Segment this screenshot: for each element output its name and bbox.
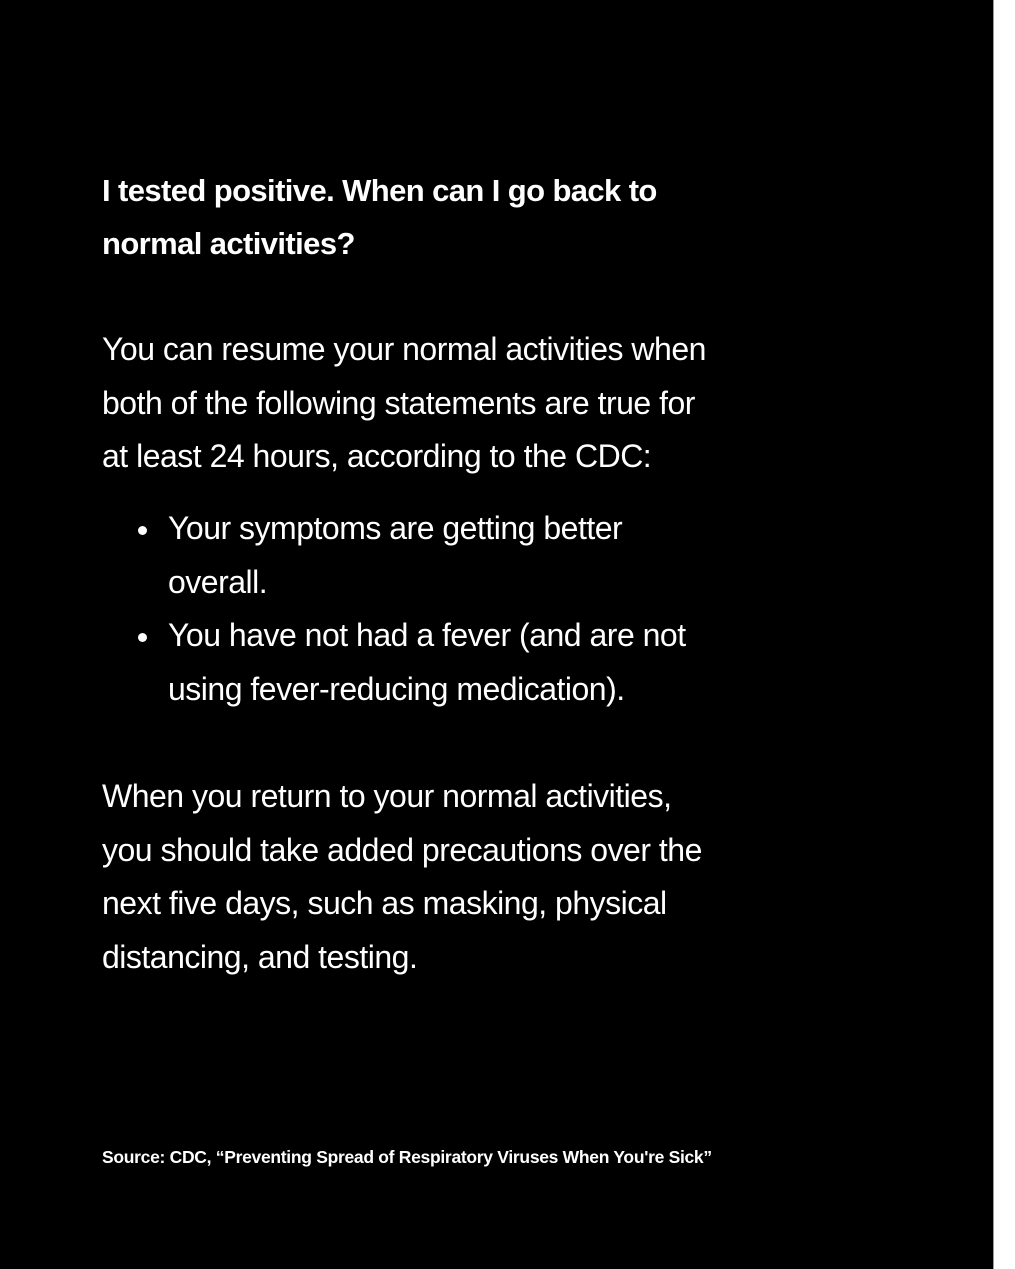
paragraph-line: next five days, such as masking, physical: [102, 885, 667, 921]
list-item-line: overall.: [168, 563, 268, 600]
criteria-list: [102, 502, 686, 716]
bullet-icon: [138, 526, 147, 535]
title-line: I tested positive. When can I go back to: [102, 173, 657, 208]
paragraph-line: distancing, and testing.: [102, 938, 418, 975]
paragraph-line: at least 24 hours, according to the CDC:: [102, 438, 652, 474]
closing-paragraph: [102, 770, 702, 984]
paragraph-line: You can resume your normal activities when: [102, 331, 706, 367]
list-item-line: Your symptoms are getting better: [168, 510, 623, 546]
source-citation: Source: CDC, “Preventing Spread of Respiratory Viruses When You're Sick”: [102, 1147, 712, 1167]
list-item: [102, 609, 686, 716]
list-item-line: You have not had a fever (and are not: [168, 617, 686, 653]
intro-paragraph: [102, 323, 706, 484]
page-title: [102, 164, 657, 270]
bullet-icon: [138, 633, 147, 642]
list-item-line: using fever-reducing medication).: [168, 670, 625, 707]
list-item: [102, 502, 686, 609]
title-line: normal activities?: [102, 226, 355, 261]
paragraph-line: When you return to your normal activities,: [102, 778, 672, 814]
paragraph-line: you should take added precautions over the: [102, 831, 702, 868]
paragraph-line: both of the following statements are true for: [102, 384, 695, 421]
